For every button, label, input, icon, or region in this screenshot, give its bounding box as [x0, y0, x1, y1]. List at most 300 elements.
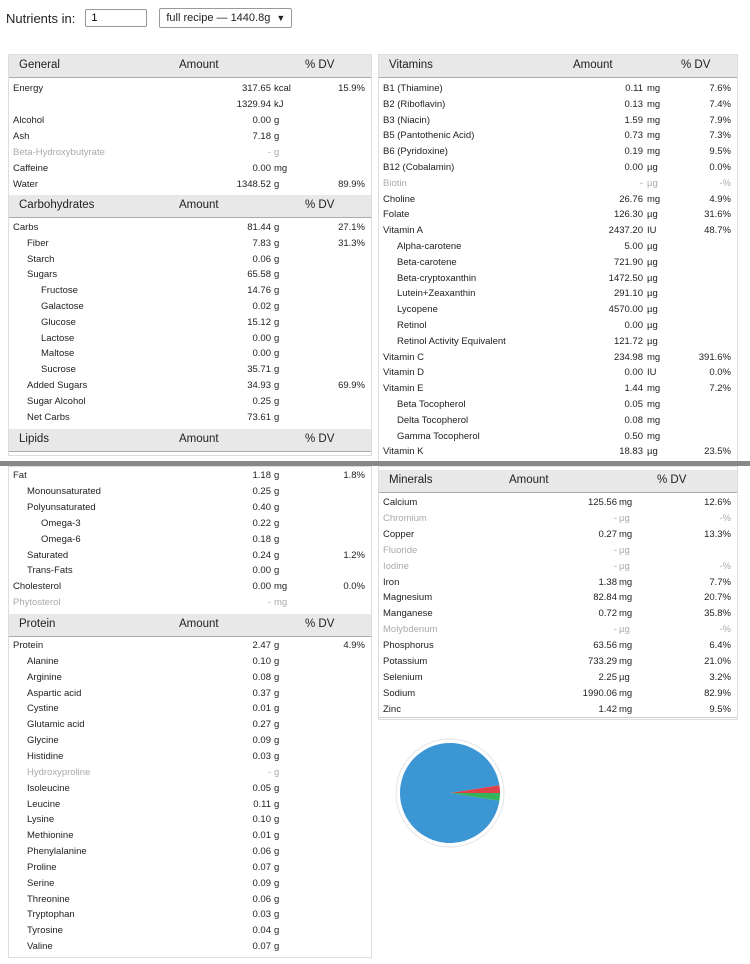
nutrient-unit: mg — [647, 414, 661, 426]
nutrient-name: Vitamin D — [383, 367, 425, 379]
nutrient-amount: 0.06 — [252, 253, 271, 265]
nutrient-unit: mg — [619, 497, 633, 508]
nutrient-unit: g — [274, 253, 280, 265]
nutrient-amount: 0.13 — [624, 98, 643, 110]
nutrient-name: Selenium — [383, 671, 423, 683]
nutrient-unit: g — [274, 485, 280, 497]
nutrient-row — [9, 717, 371, 733]
nutrient-amount: 1329.94 — [236, 99, 271, 110]
nutrient-amount: 73.61 — [247, 411, 271, 423]
nutrient-amount: 1990.06 — [582, 687, 617, 699]
section-header — [379, 55, 737, 78]
nutrient-unit: g — [274, 846, 280, 858]
nutrient-amount: 0.40 — [252, 501, 271, 513]
nutrient-dv: 3.2% — [709, 671, 731, 683]
nutrient-name: Zinc — [383, 703, 401, 715]
nutrient-name: B3 (Niacin) — [383, 114, 430, 126]
nutrient-unit: mg — [619, 576, 633, 588]
nutrient-dv: 35.8% — [704, 608, 731, 620]
nutrient-name: B1 (Thiamine) — [383, 83, 443, 94]
nutrient-unit: mg — [274, 597, 288, 609]
nutrient-row — [379, 160, 737, 176]
nutrient-row — [9, 129, 371, 145]
nutrient-row — [379, 429, 737, 445]
nutrient-row — [9, 394, 371, 410]
nutrient-name: Lysine — [27, 814, 55, 826]
nutrient-dv: -% — [719, 177, 731, 189]
nutrient-row — [9, 532, 371, 548]
nutrient-amount: 0.07 — [252, 861, 271, 873]
nutrient-amount: 0.01 — [252, 830, 271, 842]
nutrient-row — [379, 622, 737, 638]
nutrient-name: Iodine — [383, 560, 409, 572]
nutrient-unit: mg — [274, 163, 288, 174]
nutrient-unit: µg — [619, 671, 630, 683]
nutrient-row — [9, 907, 371, 923]
nutrient-name: Serine — [27, 877, 55, 889]
quantity-input[interactable] — [85, 9, 147, 27]
nutrient-row — [379, 286, 737, 302]
nutrient-row — [379, 239, 737, 255]
nutrient-row — [9, 844, 371, 860]
nutrient-unit: g — [274, 237, 280, 249]
nutrient-unit: µg — [647, 162, 658, 173]
nutrient-row — [379, 444, 737, 460]
nutrient-name: Polyunsaturated — [27, 501, 96, 513]
nutrient-row — [379, 271, 737, 287]
nutrient-row — [9, 828, 371, 844]
nutrient-unit: g — [274, 877, 280, 889]
nutrient-name: Phosphorus — [383, 640, 434, 652]
amount-column-header: Amount — [179, 59, 219, 71]
nutrient-unit: g — [274, 131, 280, 142]
nutrient-dv: 7.9% — [709, 114, 731, 126]
nutrient-row — [379, 638, 737, 654]
nutrient-row — [9, 860, 371, 876]
nutrient-name: B2 (Riboflavin) — [383, 98, 446, 110]
nutrient-amount: 0.27 — [252, 719, 271, 731]
nutrient-amount: 82.84 — [593, 592, 617, 604]
chevron-down-icon: ▼ — [276, 13, 286, 23]
nutrient-unit: g — [274, 222, 280, 233]
nutrient-unit: g — [274, 750, 280, 762]
nutrient-amount: 317.65 — [241, 83, 271, 94]
nutrient-dv: 31.3% — [338, 237, 365, 249]
nutrient-amount: 0.03 — [252, 750, 271, 762]
nutrient-name: Sugar Alcohol — [27, 395, 86, 407]
nutrient-amount: - — [613, 624, 617, 636]
nutrient-row — [379, 302, 737, 318]
nutrient-name: Vitamin E — [383, 383, 424, 395]
nutrient-dv: 21.0% — [704, 656, 731, 667]
nutrient-amount: 291.10 — [613, 288, 643, 300]
nutrient-dv: 27.1% — [338, 222, 365, 233]
nutrient-unit: mg — [647, 130, 661, 142]
nutrient-amount: 0.00 — [252, 348, 271, 360]
nutrient-amount: 0.03 — [252, 909, 271, 921]
nutrient-dv: 391.6% — [698, 351, 731, 363]
nutrient-name: Fructose — [41, 285, 78, 297]
portion-select[interactable] — [159, 8, 292, 28]
nutrient-amount: 0.06 — [252, 846, 271, 858]
nutrient-unit: µg — [647, 320, 658, 331]
nutrient-name: Magnesium — [383, 592, 433, 604]
nutrient-name: Glutamic acid — [27, 719, 85, 731]
nutrient-row — [9, 283, 371, 299]
amount-column-header: Amount — [179, 433, 219, 445]
nutrient-unit: mg — [619, 592, 633, 604]
nutrient-name: Beta-Hydroxybutyrate — [13, 147, 105, 158]
nutrient-unit: kJ — [274, 99, 284, 110]
nutrient-amount: 1.59 — [624, 114, 643, 126]
nutrient-amount: 0.24 — [252, 549, 271, 561]
nutrient-name: Maltose — [41, 348, 75, 360]
dv-column-header: % DV — [657, 474, 687, 486]
nutrient-name: Ash — [13, 131, 30, 142]
nutrient-amount: 65.58 — [247, 269, 271, 281]
nutrient-dv: 9.5% — [709, 146, 731, 158]
nutrient-unit: g — [274, 703, 280, 715]
nutrient-amount: 34.93 — [247, 380, 271, 391]
amount-column-header: Amount — [573, 59, 613, 71]
nutrient-amount: 0.00 — [252, 115, 271, 126]
nutrient-name: Potassium — [383, 656, 428, 667]
nutrient-unit: mg — [619, 608, 633, 620]
nutrient-unit: mg — [647, 193, 661, 205]
nutrient-row — [379, 207, 737, 223]
nutrient-name: Vitamin A — [383, 225, 423, 237]
nutrient-amount: 0.01 — [252, 703, 271, 715]
nutrient-amount: - — [267, 766, 271, 778]
vitamins-panel — [378, 54, 738, 464]
nutrient-amount: - — [267, 597, 271, 609]
nutrient-name: Chromium — [383, 512, 427, 524]
nutrient-row — [379, 543, 737, 559]
nutrient-name: Aspartic acid — [27, 687, 82, 699]
nutrient-amount: 14.76 — [247, 285, 271, 297]
nutrient-name: Copper — [383, 528, 415, 540]
dv-column-header: % DV — [681, 59, 711, 71]
section-title: General — [19, 59, 60, 71]
nutrient-row — [379, 144, 737, 160]
section-header — [9, 429, 371, 452]
nutrient-row — [379, 365, 737, 381]
nutrient-name: Hydroxyproline — [27, 766, 91, 778]
nutrient-dv: 0.0% — [709, 162, 731, 173]
nutrient-row — [9, 686, 371, 702]
nutrient-amount: 5.00 — [624, 241, 643, 252]
nutrient-name: Manganese — [383, 608, 433, 620]
section-title: Vitamins — [389, 59, 433, 71]
nutrient-amount: 26.76 — [619, 193, 643, 205]
nutrient-amount: 0.72 — [598, 608, 617, 620]
nutrient-unit: mg — [619, 528, 633, 540]
nutrient-unit: µg — [619, 512, 630, 524]
nutrient-amount: 0.18 — [252, 533, 271, 545]
nutrient-amount: 4570.00 — [608, 304, 643, 316]
nutrient-unit: g — [274, 115, 280, 126]
nutrient-row — [9, 733, 371, 749]
nutrient-unit: g — [274, 395, 280, 407]
nutrient-row — [9, 484, 371, 500]
general-carbs-panel — [8, 54, 372, 456]
nutrient-name: Lutein+Zeaxanthin — [397, 288, 476, 300]
nutrient-row — [9, 252, 371, 268]
nutrient-dv: 12.6% — [704, 497, 731, 508]
nutrient-amount: 1.18 — [252, 470, 271, 481]
nutrient-row — [9, 749, 371, 765]
nutrient-amount: 733.29 — [587, 656, 617, 667]
nutrient-amount: 81.44 — [247, 222, 271, 233]
nutrient-row — [9, 654, 371, 670]
nutrient-name: Alcohol — [13, 115, 45, 126]
nutrient-name: Iron — [383, 576, 400, 588]
nutrient-dv: 7.3% — [709, 130, 731, 142]
nutrient-name: Saturated — [27, 549, 69, 561]
nutrient-name: Beta-cryptoxanthin — [397, 272, 477, 284]
nutrient-amount: 0.00 — [624, 320, 643, 331]
nutrient-amount: 0.50 — [624, 430, 643, 442]
nutrient-amount: 0.02 — [252, 301, 271, 312]
nutrient-name: Lycopene — [397, 304, 438, 316]
nutrient-name: B12 (Cobalamin) — [383, 162, 455, 173]
amount-column-header: Amount — [179, 618, 219, 630]
nutrient-amount: 0.00 — [624, 367, 643, 379]
nutrient-row — [9, 892, 371, 908]
nutrient-unit: g — [274, 655, 280, 667]
nutrient-name: Monounsaturated — [27, 485, 101, 497]
nutrient-name: Sucrose — [41, 364, 76, 376]
nutrient-name: Molybdenum — [383, 624, 438, 636]
nutrient-unit: µg — [647, 446, 658, 458]
nutrient-unit: µg — [647, 256, 658, 268]
nutrient-name: Leucine — [27, 798, 61, 810]
nutrient-amount: 121.72 — [613, 335, 643, 347]
nutrient-unit: mg — [647, 351, 661, 363]
nutrient-row — [379, 654, 737, 670]
nutrient-name: Retinol — [397, 320, 427, 331]
nutrient-row — [379, 97, 737, 113]
nutrient-row — [9, 923, 371, 939]
nutrient-unit: g — [274, 861, 280, 873]
nutrient-amount: 0.10 — [252, 655, 271, 667]
nutrient-dv: 1.2% — [343, 549, 365, 561]
nutrient-amount: 0.25 — [252, 485, 271, 497]
nutrient-unit: g — [274, 798, 280, 810]
nutrient-amount: 0.05 — [252, 782, 271, 794]
nutrient-unit: g — [274, 735, 280, 747]
nutrient-amount: 0.27 — [598, 528, 617, 540]
nutrient-row — [379, 128, 737, 144]
nutrient-amount: 0.09 — [252, 735, 271, 747]
nutrient-row — [379, 350, 737, 366]
nutrient-dv: 7.2% — [709, 383, 731, 395]
nutrient-name: B5 (Pantothenic Acid) — [383, 130, 475, 142]
nutrient-dv: 15.9% — [338, 83, 365, 94]
nutrient-dv: 7.6% — [709, 83, 731, 94]
nutrient-row — [9, 765, 371, 781]
section-header — [9, 195, 371, 218]
nutrient-amount: 0.09 — [252, 877, 271, 889]
nutrient-unit: g — [274, 814, 280, 826]
nutrient-row — [9, 701, 371, 717]
nutrient-dv: 7.4% — [709, 98, 731, 110]
nutrient-unit: mg — [619, 687, 633, 699]
nutrient-row — [9, 939, 371, 955]
nutrient-name: Fiber — [27, 237, 49, 249]
nutrient-amount: 1.44 — [624, 383, 643, 395]
nutrient-row — [9, 548, 371, 564]
nutrient-name: Gamma Tocopherol — [397, 430, 480, 442]
nutrient-row — [379, 176, 737, 192]
nutrient-dv: 0.0% — [343, 581, 365, 593]
nutrient-row — [9, 500, 371, 516]
nutrient-unit: g — [274, 909, 280, 921]
nutrient-dv: 4.9% — [343, 640, 365, 651]
nutrient-amount: 0.00 — [252, 163, 271, 174]
nutrient-row — [379, 606, 737, 622]
nutrient-unit: µg — [647, 209, 658, 221]
nutrient-unit: g — [274, 269, 280, 281]
nutrient-name: Phytosterol — [13, 597, 61, 609]
section-title: Protein — [19, 618, 56, 630]
nutrient-unit: mg — [274, 581, 288, 593]
nutrient-row — [9, 812, 371, 828]
lipids-protein-panel — [8, 466, 372, 958]
nutrient-unit: g — [274, 470, 280, 481]
nutrient-unit: mg — [647, 114, 661, 126]
nutrient-row — [9, 97, 371, 113]
nutrient-dv: 23.5% — [704, 446, 731, 458]
amount-column-header: Amount — [509, 474, 549, 486]
portion-select-value: full recipe — 1440.8g — [166, 12, 271, 24]
nutrient-name: Sodium — [383, 687, 416, 699]
section-header — [9, 614, 371, 637]
nutrient-unit: µg — [619, 624, 630, 636]
nutrient-name: Trans-Fats — [27, 565, 73, 577]
nutrient-dv: 4.9% — [709, 193, 731, 205]
nutrient-row — [9, 876, 371, 892]
nutrient-unit: g — [274, 501, 280, 513]
nutrient-unit: µg — [647, 272, 658, 284]
nutrient-unit: mg — [619, 656, 633, 667]
nutrients-in-label: Nutrients in: — [6, 10, 76, 26]
nutrient-dv: 9.5% — [709, 703, 731, 715]
nutrient-name: Arginine — [27, 671, 62, 683]
nutrient-row — [379, 397, 737, 413]
nutrient-dv: 7.7% — [709, 576, 731, 588]
nutrient-row — [9, 781, 371, 797]
nutrient-row — [9, 378, 371, 394]
nutrient-unit: mg — [647, 430, 661, 442]
nutrient-row — [9, 177, 371, 193]
nutrient-unit: mg — [647, 98, 661, 110]
nutrient-row — [9, 236, 371, 252]
nutrient-unit: g — [274, 941, 280, 953]
nutrient-unit: g — [274, 533, 280, 545]
nutrient-name: Carbs — [13, 222, 39, 233]
nutrient-dv: 0.0% — [709, 367, 731, 379]
nutrient-row — [9, 362, 371, 378]
nutrient-row — [379, 702, 737, 718]
nutrient-name: Phenylalanine — [27, 846, 87, 858]
nutrient-dv: -% — [719, 512, 731, 524]
nutrient-amount: 234.98 — [613, 351, 643, 363]
nutrient-amount: 0.11 — [253, 798, 271, 810]
nutrient-row — [379, 81, 737, 97]
nutrient-unit: µg — [647, 335, 658, 347]
nutrient-dv: 82.9% — [704, 687, 731, 699]
nutrient-dv: -% — [719, 560, 731, 572]
nutrient-name: Water — [13, 179, 38, 190]
nutrient-name: Starch — [27, 253, 55, 265]
nutrient-unit: g — [274, 301, 280, 312]
nutrient-unit: g — [274, 766, 280, 778]
nutrient-amount: 0.10 — [252, 814, 271, 826]
nutrient-unit: g — [274, 285, 280, 297]
nutrient-name: Histidine — [27, 750, 64, 762]
nutrient-unit: µg — [619, 560, 630, 572]
nutrient-name: Tyrosine — [27, 925, 63, 937]
nutrient-amount: 18.83 — [619, 446, 643, 458]
nutrient-row — [379, 590, 737, 606]
nutrient-name: Cystine — [27, 703, 59, 715]
nutrient-amount: 35.71 — [247, 364, 271, 376]
nutrient-unit: g — [274, 782, 280, 794]
nutrient-unit: g — [274, 687, 280, 699]
nutrient-amount: 15.12 — [247, 316, 271, 328]
macro-pie-chart — [395, 738, 505, 848]
nutrient-amount: 0.00 — [252, 332, 271, 344]
nutrient-amount: - — [613, 512, 617, 524]
nutrient-name: Protein — [13, 640, 44, 651]
minerals-panel — [378, 466, 738, 720]
nutrient-amount: 1.38 — [598, 576, 617, 588]
nutrient-dv: 89.9% — [338, 179, 365, 190]
nutrient-row — [9, 516, 371, 532]
nutrient-unit: mg — [647, 83, 661, 94]
nutrient-row — [9, 267, 371, 283]
nutrient-amount: 7.83 — [252, 237, 271, 249]
nutrient-amount: 2437.20 — [608, 225, 643, 237]
dv-column-header: % DV — [305, 199, 335, 211]
nutrient-unit: g — [274, 830, 280, 842]
nutrient-name: Galactose — [41, 301, 84, 312]
nutrient-row — [379, 413, 737, 429]
nutrient-amount: 63.56 — [593, 640, 617, 652]
nutrient-row — [9, 331, 371, 347]
nutrient-dv: 69.9% — [338, 380, 365, 391]
minerals-bottom-line — [379, 717, 737, 718]
nutrient-amount: 1348.52 — [236, 179, 271, 190]
nutrient-unit: g — [274, 179, 280, 190]
nutrient-name: Delta Tocopherol — [397, 414, 469, 426]
nutrient-name: Lactose — [41, 332, 75, 344]
nutrient-dv: 6.4% — [709, 640, 731, 652]
nutrient-row — [379, 686, 737, 702]
nutrient-row — [379, 192, 737, 208]
nutrient-name: Fat — [13, 470, 27, 481]
nutrient-row — [379, 670, 737, 686]
nutrient-amount: 0.04 — [252, 925, 271, 937]
nutrient-row — [9, 145, 371, 161]
nutrient-amount: 0.22 — [252, 517, 271, 529]
nutrient-unit: g — [274, 348, 280, 360]
nutrient-amount: 1472.50 — [608, 272, 643, 284]
section-header — [9, 55, 371, 78]
nutrient-name: Alanine — [27, 655, 59, 667]
nutrient-name: Vitamin K — [383, 446, 424, 458]
